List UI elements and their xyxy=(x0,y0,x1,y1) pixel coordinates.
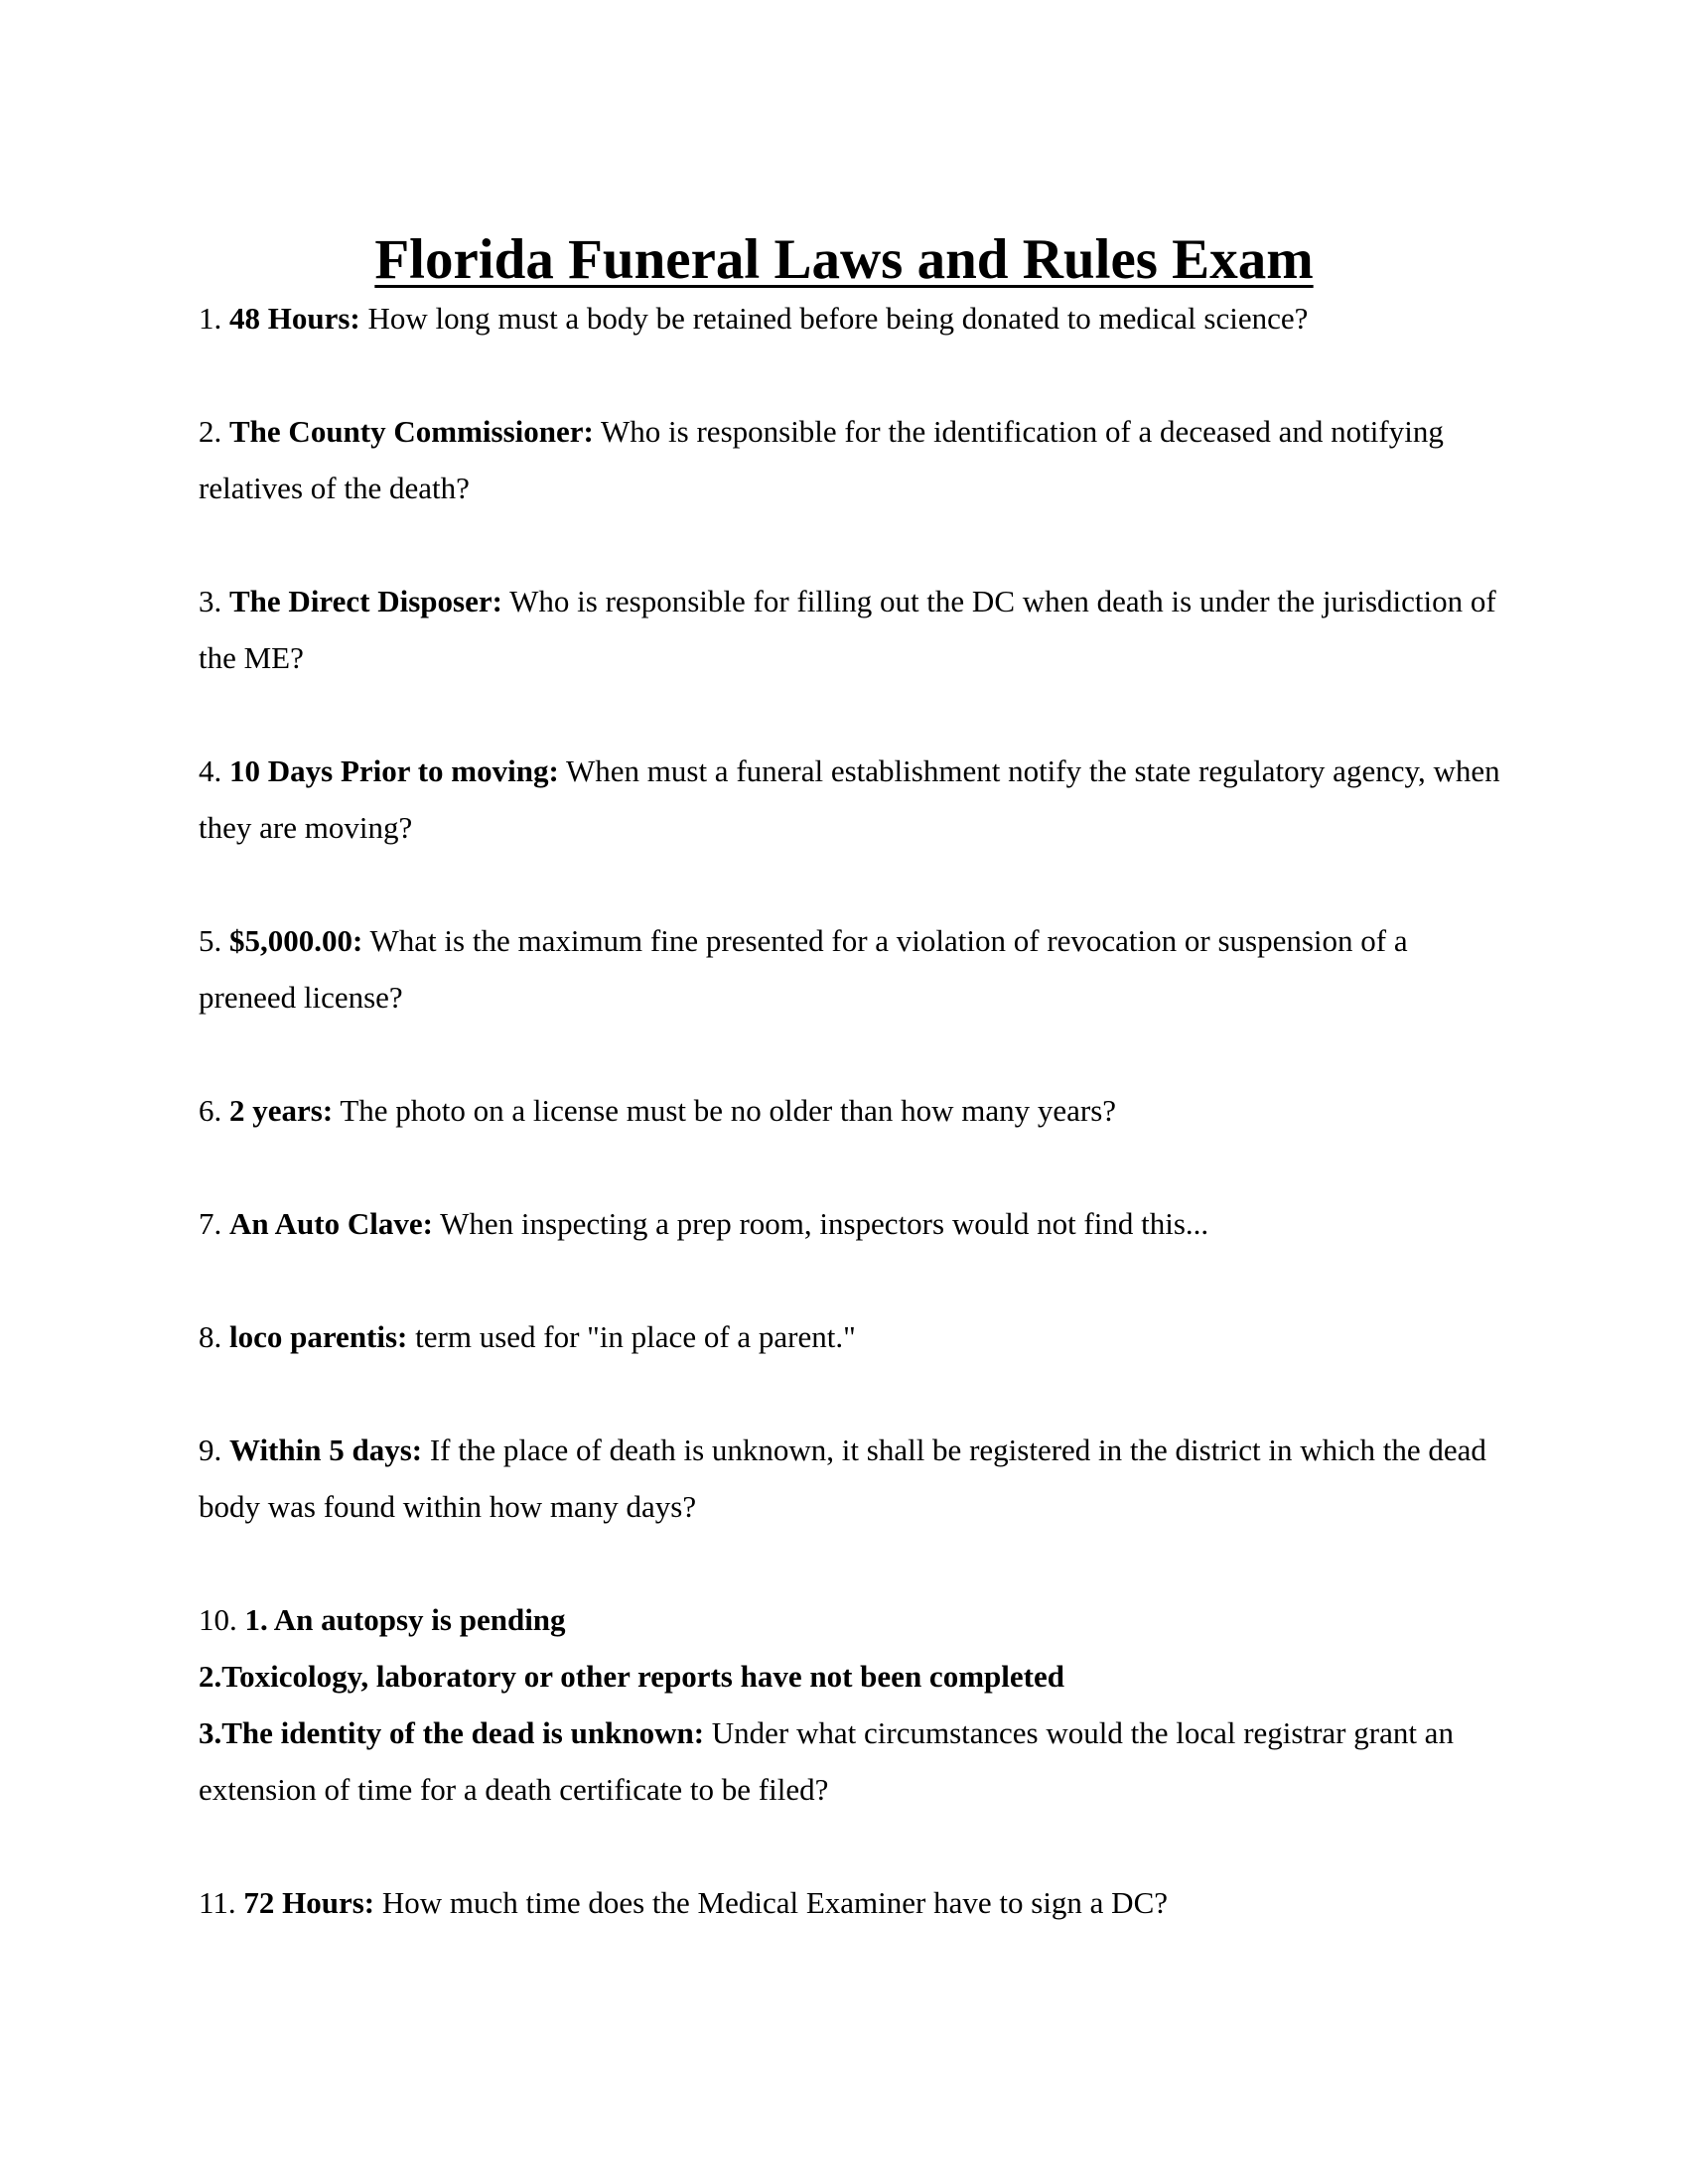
answer-text: An Auto Clave: xyxy=(229,1206,433,1241)
question-text: Who is responsible for the identification of a deceased and notifying relatives of the death? xyxy=(199,414,1444,505)
answer-text-line-3: 3.The identity of the dead is unknown: xyxy=(199,1715,705,1750)
question-number: 2. xyxy=(199,414,222,449)
question-number: 3. xyxy=(199,584,222,618)
question-text: What is the maximum fine presented for a violation of revocation or suspension of a preneed license? xyxy=(199,923,1408,1015)
answer-text: 10 Days Prior to moving: xyxy=(229,753,559,788)
answer-text: Within 5 days: xyxy=(229,1433,423,1467)
question-text: How much time does the Medical Examiner have to sign a DC? xyxy=(381,1885,1169,1920)
question-number: 9. xyxy=(199,1433,222,1467)
question-item-9 xyxy=(199,1422,1509,1535)
question-text: If the place of death is unknown, it shall be registered in the district in which the dead body was found within how many days? xyxy=(199,1433,1486,1524)
question-item-8 xyxy=(199,1308,1509,1365)
question-item-4 xyxy=(199,743,1509,856)
question-text: Under what circumstances would the local registrar grant an extension of time for a death certificate to be filed? xyxy=(199,1715,1454,1807)
question-text: term used for "in place of a parent." xyxy=(415,1319,856,1354)
question-item-5 xyxy=(199,912,1509,1025)
answer-text: $5,000.00: xyxy=(229,923,363,958)
question-text: When inspecting a prep room, inspectors would not find this... xyxy=(440,1206,1209,1241)
answer-text: loco parentis: xyxy=(229,1319,408,1354)
question-number: 6. xyxy=(199,1093,222,1128)
question-number: 4. xyxy=(199,753,222,788)
question-text: When must a funeral establishment notify the state regulatory agency, when they are moving? xyxy=(199,753,1500,845)
question-list xyxy=(199,290,1509,1931)
question-number: 5. xyxy=(199,923,222,958)
question-number: 8. xyxy=(199,1319,222,1354)
answer-text: The Direct Disposer: xyxy=(229,584,502,618)
question-number: 11. xyxy=(199,1885,236,1920)
question-item-10 xyxy=(199,1591,1509,1818)
question-item-11 xyxy=(199,1874,1509,1931)
question-text: How long must a body be retained before being donated to medical science? xyxy=(367,301,1309,336)
answer-text-line-2: 2.Toxicology, laboratory or other reports have not been completed xyxy=(199,1659,1064,1694)
answer-text: 48 Hours: xyxy=(229,301,360,336)
question-number: 7. xyxy=(199,1206,222,1241)
answer-text: The County Commissioner: xyxy=(229,414,594,449)
question-text: The photo on a license must be no older than how many years? xyxy=(340,1093,1117,1128)
question-item-1 xyxy=(199,290,1509,346)
question-item-6 xyxy=(199,1082,1509,1139)
page-title: Florida Funeral Laws and Rules Exam xyxy=(374,228,1314,292)
question-text: Who is responsible for filling out the DC when death is under the jurisdiction of the ME? xyxy=(199,584,1496,675)
question-number: 10. xyxy=(199,1602,237,1637)
question-item-3 xyxy=(199,573,1509,686)
answer-text-line-1: 1. An autopsy is pending xyxy=(244,1602,566,1637)
answer-text: 72 Hours: xyxy=(243,1885,375,1920)
question-item-2 xyxy=(199,403,1509,516)
question-item-7 xyxy=(199,1195,1509,1252)
question-number: 1. xyxy=(199,301,222,336)
answer-text: 2 years: xyxy=(229,1093,334,1128)
